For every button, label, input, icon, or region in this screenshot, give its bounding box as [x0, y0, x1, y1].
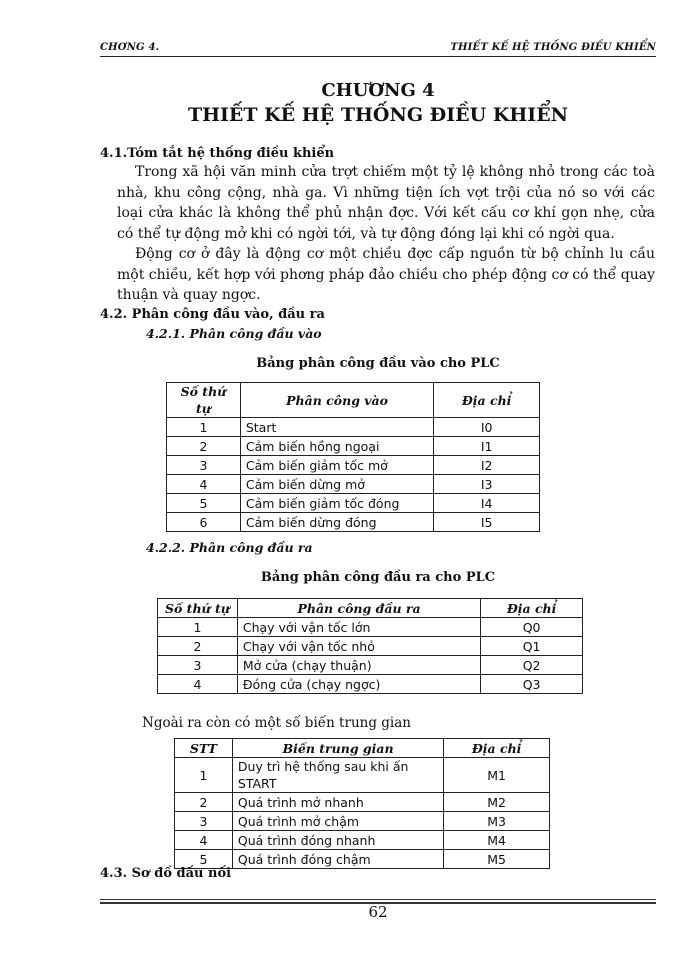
table-row [167, 437, 540, 456]
table-cell: 3 [167, 456, 241, 475]
table-cell: Q2 [481, 656, 583, 675]
table-cell: 2 [158, 637, 238, 656]
table-row [158, 656, 583, 675]
table-row [167, 418, 540, 437]
table-cell: M1 [444, 758, 550, 793]
table-row [175, 793, 550, 812]
section-heading-4-2: 4.2. Phân công đầu vào, đầu ra [100, 307, 325, 322]
header-rule [100, 56, 656, 57]
column-header: STT [175, 739, 233, 758]
table-cell: 3 [158, 656, 238, 675]
table-cell: M5 [444, 850, 550, 869]
table-row [175, 831, 550, 850]
table-cell: Start [240, 418, 433, 437]
table-row [158, 637, 583, 656]
table-cell: 5 [167, 494, 241, 513]
chapter-number: CHƯƠNG 4 [321, 80, 435, 101]
table-cell: 1 [158, 618, 238, 637]
table-cell: 3 [175, 812, 233, 831]
column-header: Địa chỉ [481, 599, 583, 618]
table-cell: M3 [444, 812, 550, 831]
table-cell: I0 [434, 418, 540, 437]
column-header: Biến trung gian [232, 739, 443, 758]
table-header-row [158, 599, 583, 618]
table-cell: 4 [175, 831, 233, 850]
table-cell: Cảm biến giảm tốc đóng [240, 494, 433, 513]
table-cell: 4 [158, 675, 238, 694]
table-caption-inputs: Bảng phân công đầu vào cho PLC [256, 356, 500, 371]
table-cell: Quá trình đóng nhanh [232, 831, 443, 850]
table-cell: 2 [167, 437, 241, 456]
table-cell: 1 [175, 758, 233, 793]
column-header: Địa chỉ [434, 383, 540, 418]
table-cell: Chạy với vận tốc nhỏ [237, 637, 480, 656]
table-row [158, 618, 583, 637]
table-cell: Mở cửa (chạy thuận) [237, 656, 480, 675]
table-cell: I5 [434, 513, 540, 532]
column-header: Số thứ tự [158, 599, 238, 618]
paragraph-1: Trong xã hội văn minh cửa trợt chiếm một tỷ lệ không nhỏ trong các toà nhà, khu công cộng, nhà ga. Vì những tiện ích vợt trội của nó so với các loại cửa khác là không thể phủ nhận đợc. Với kết cấu cơ khí gọn nhẹ, cửa có thể tự động mở khi có ngời tới, và tự động đóng lại khi có ngời qua. [117, 164, 655, 242]
chapter-title: THIẾT KẾ HỆ THỐNG ĐIỀU KHIỂN [187, 104, 569, 126]
table-cell: 2 [175, 793, 233, 812]
intermediate-intro: Ngoài ra còn có một số biến trung gian [142, 715, 411, 731]
table-header-row [167, 383, 540, 418]
table-cell: Duy trì hệ thống sau khi ấn START [232, 758, 443, 793]
column-header: Địa chỉ [444, 739, 550, 758]
footer-rule-top [100, 899, 656, 900]
table-cell: 6 [167, 513, 241, 532]
table-row [167, 456, 540, 475]
table-cell: M4 [444, 831, 550, 850]
table-cell: I3 [434, 475, 540, 494]
input-assignment-table [166, 382, 540, 532]
column-header: Phân công đầu ra [237, 599, 480, 618]
table-cell: Cảm biến giảm tốc mở [240, 456, 433, 475]
table-row [158, 675, 583, 694]
intermediate-variables-table [174, 738, 550, 869]
column-header: Phân công vào [240, 383, 433, 418]
paragraph-2: Động cơ ở đây là động cơ một chiều đợc cấp nguồn từ bộ chỉnh lu cầu một chiều, kết hợp với phơng pháp đảo chiều cho phép động cơ có thể quay thuận và quay ngợc. [117, 246, 655, 303]
table-cell: Q1 [481, 637, 583, 656]
table-cell: I2 [434, 456, 540, 475]
section-heading-4-1: 4.1.Tóm tắt hệ thống điều khiển [100, 146, 335, 161]
table-cell: 5 [175, 850, 233, 869]
table-cell: Quá trình đóng chậm [232, 850, 443, 869]
page-number: 62 [368, 903, 388, 921]
table-cell: M2 [444, 793, 550, 812]
running-header-right: THIẾT KẾ HỆ THỐNG ĐIỀU KHIỂN [450, 42, 656, 53]
table-cell: 4 [167, 475, 241, 494]
table-row [167, 513, 540, 532]
subsection-heading-4-2-2: 4.2.2. Phân công đầu ra [146, 540, 313, 555]
section-heading-4-3: 4.3. Sơ đồ đấu nối [100, 866, 232, 881]
table-cell: Đóng cửa (chạy ngợc) [237, 675, 480, 694]
column-header: Số thứ tự [167, 383, 241, 418]
table-cell: Cảm biến dừng đóng [240, 513, 433, 532]
table-cell: Quá trình mở chậm [232, 812, 443, 831]
table-cell: Cảm biến dừng mở [240, 475, 433, 494]
table-caption-outputs: Bảng phân công đầu ra cho PLC [260, 570, 496, 585]
running-header-left: CHƠNG 4. [100, 42, 160, 53]
table-row [167, 475, 540, 494]
table-cell: 1 [167, 418, 241, 437]
subsection-heading-4-2-1: 4.2.1. Phân công đầu vào [146, 326, 322, 341]
table-cell: Q0 [481, 618, 583, 637]
table-row [175, 758, 550, 793]
table-row [175, 812, 550, 831]
table-header-row [175, 739, 550, 758]
table-cell: I4 [434, 494, 540, 513]
table-cell: Cảm biến hồng ngoại [240, 437, 433, 456]
table-cell: Q3 [481, 675, 583, 694]
table-cell: Chạy với vận tốc lớn [237, 618, 480, 637]
table-cell: I1 [434, 437, 540, 456]
output-assignment-table [157, 598, 583, 694]
table-row [167, 494, 540, 513]
table-cell: Quá trình mở nhanh [232, 793, 443, 812]
